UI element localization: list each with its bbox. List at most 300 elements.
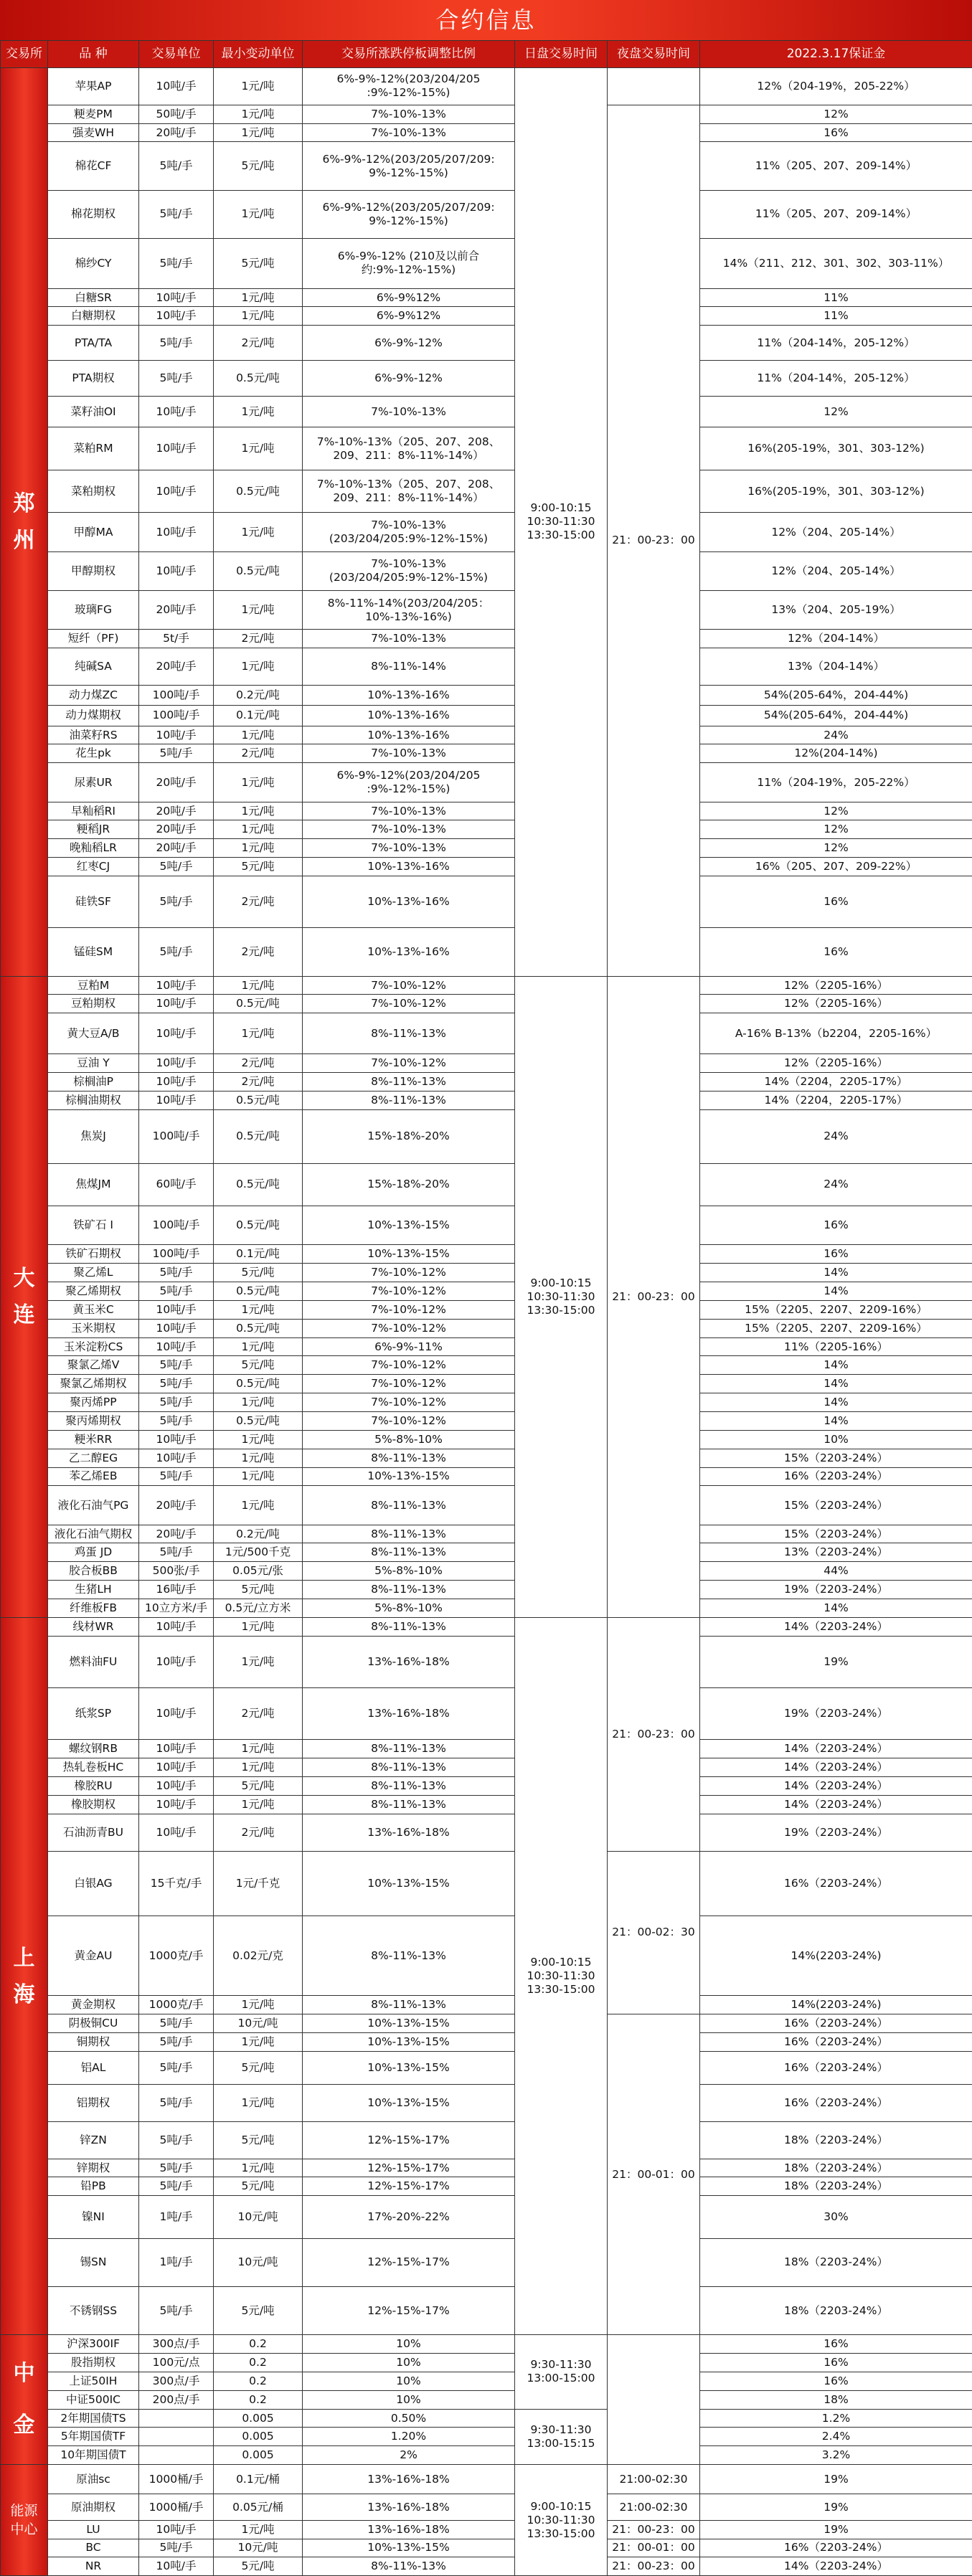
tick-size-cell: 1元/吨: [214, 839, 303, 858]
table-row: [1, 1411, 972, 1430]
trading-unit-cell: 10吨/手: [139, 1777, 214, 1796]
price-limit-cell: 10%-13%-16%: [303, 726, 515, 744]
exchange-header: 交易所: [1, 41, 48, 68]
variety-cell: 5年期国债TF: [48, 2428, 139, 2446]
tick-size-cell: 0.2: [214, 2372, 303, 2390]
margin-cell: 18%（2203-24%）: [700, 2177, 972, 2196]
margin-cell: 15%（2203-24%）: [700, 1486, 972, 1525]
table-row: [1, 1091, 972, 1109]
trading-unit-cell: 10吨/手: [139, 1688, 214, 1740]
price-limit-cell: 10%: [303, 2372, 515, 2390]
exchange-name: 大连: [1, 976, 48, 1617]
tick-size-cell: 5元/吨: [214, 1777, 303, 1796]
table-row: [1, 995, 972, 1013]
variety-cell: 液化石油气期权: [48, 1525, 139, 1543]
trading-unit-cell: 5吨/手: [139, 190, 214, 238]
table-row: [1, 706, 972, 726]
table-row: [1, 928, 972, 976]
tick-size-cell: 10元/吨: [214, 2014, 303, 2033]
variety-cell: 豆粕M: [48, 976, 139, 995]
price-limit-cell: 8%-11%-13%: [303, 1740, 515, 1758]
margin-cell: 11%: [700, 288, 972, 307]
margin-cell: 14%（2204，2205-17%）: [700, 1091, 972, 1109]
margin-cell: 14%（2203-24%）: [700, 1617, 972, 1636]
tick-size-cell: 0.1元/桶: [214, 2465, 303, 2494]
tick-size-cell: 2元/吨: [214, 1072, 303, 1091]
trading-unit-cell: 20吨/手: [139, 839, 214, 858]
tick-size-cell: 0.5元/吨: [214, 1375, 303, 1393]
trading-unit-cell: 1000桶/手: [139, 2465, 214, 2494]
table-row: [1, 1777, 972, 1796]
variety-cell: 胶合板BB: [48, 1562, 139, 1581]
margin-cell: 24%: [700, 1109, 972, 1163]
trading-unit-cell: 5吨/手: [139, 238, 214, 288]
price-limit-cell: 12%-15%-17%: [303, 2121, 515, 2159]
page-title-banner: [0, 0, 972, 40]
trading-unit-cell: 100吨/手: [139, 1206, 214, 1245]
day-session-cell: 9:30-11:30 13:00-15:15: [515, 2409, 608, 2465]
price-limit-cell: 10%-13%-15%: [303, 1206, 515, 1245]
day-session-cell: 9:00-10:15 10:30-11:30 13:30-15:00: [515, 1617, 608, 2334]
margin-cell: 16%: [700, 928, 972, 976]
tick-size-cell: 0.2: [214, 2390, 303, 2409]
price-limit-cell: 6%-9%-12%(203/204/205 :9%-12%-15%): [303, 68, 515, 105]
trading-unit-cell: 10吨/手: [139, 1758, 214, 1777]
night-session-cell: 21：00-02：30: [608, 1851, 700, 2014]
price-limit-cell: 7%-10%-13%: [303, 396, 515, 427]
margin-cell: 14%: [700, 1375, 972, 1393]
price-limit-cell: 8%-11%-13%: [303, 1777, 515, 1796]
variety-cell: 液化石油气PG: [48, 1486, 139, 1525]
price-limit-cell: 6%-9%-12%(203/205/207/209: 9%-12%-15%): [303, 190, 515, 238]
tick-size-cell: 0.5元/立方米: [214, 1599, 303, 1618]
night-session-cell: 21:00-02:30: [608, 2494, 700, 2520]
price-limit-cell: 10%-13%-15%: [303, 2032, 515, 2051]
table-row: [1, 2446, 972, 2465]
table-row: [1, 839, 972, 858]
tick-size-cell: 5元/吨: [214, 1356, 303, 1375]
trading-unit-cell: 5吨/手: [139, 1375, 214, 1393]
trading-unit-cell: 20吨/手: [139, 763, 214, 802]
margin-cell: 10%: [700, 1430, 972, 1449]
table-row: [1, 590, 972, 629]
price-limit-cell: 7%-10%-13% (203/204/205:9%-12%-15%): [303, 551, 515, 590]
margin-cell: 11%（205、207、209-14%）: [700, 142, 972, 190]
margin-cell: 14%(2203-24%): [700, 1996, 972, 2014]
day-session-cell: 9:00-10:15 10:30-11:30 13:30-15:00: [515, 68, 608, 977]
trading-unit-cell: 5吨/手: [139, 1393, 214, 1412]
table-row: [1, 1581, 972, 1599]
table-row: [1, 876, 972, 927]
variety-cell: 棉花CF: [48, 142, 139, 190]
variety-cell: 焦炭J: [48, 1109, 139, 1163]
price-limit-cell: 10%-13%-16%: [303, 928, 515, 976]
variety-cell: 黄大豆A/B: [48, 1013, 139, 1054]
table-row: [1, 2372, 972, 2390]
trading-unit-cell: 10吨/手: [139, 307, 214, 326]
variety-cell: 10年期国债T: [48, 2446, 139, 2465]
trading-unit-cell: 50吨/手: [139, 105, 214, 123]
table-row: [1, 1467, 972, 1486]
table-row: [1, 1013, 972, 1054]
table-row: [1, 2465, 972, 2494]
margin-cell: 14%: [700, 1411, 972, 1430]
trading-unit-cell: 1000桶/手: [139, 2494, 214, 2520]
margin-cell: 14%: [700, 1356, 972, 1375]
table-row: [1, 1562, 972, 1581]
tick-size-cell: 0.005: [214, 2446, 303, 2465]
table-row: [1, 1393, 972, 1412]
variety-cell: 纤维板FB: [48, 1599, 139, 1618]
variety-cell: 锡SN: [48, 2238, 139, 2286]
tick-size-cell: 5元/吨: [214, 142, 303, 190]
trading-unit-cell: 5吨/手: [139, 928, 214, 976]
variety-header: 品 种: [48, 41, 139, 68]
variety-cell: LU: [48, 2520, 139, 2539]
price-limit-cell: 8%-11%-13%: [303, 1525, 515, 1543]
price-limit-cell: 7%-10%-13%（205、207、208、209、211：8%-11%-14%）: [303, 427, 515, 470]
price-limit-cell: 7%-10%-13%: [303, 802, 515, 820]
trading-unit-cell: 10吨/手: [139, 1337, 214, 1356]
price-limit-cell: 8%-11%-13%: [303, 1581, 515, 1599]
night-session-header: 夜盘交易时间: [608, 41, 700, 68]
variety-cell: 鸡蛋 JD: [48, 1543, 139, 1562]
margin-cell: 18%: [700, 2390, 972, 2409]
tick-size-cell: 5元/吨: [214, 238, 303, 288]
table-row: [1, 1636, 972, 1687]
margin-cell: 16%（2203-24%）: [700, 2085, 972, 2122]
price-limit-cell: 12%-15%-17%: [303, 2159, 515, 2177]
margin-cell: A-16% B-13%（b2204，2205-16%）: [700, 1013, 972, 1054]
price-limit-cell: 7%-10%-12%: [303, 995, 515, 1013]
table-row: [1, 1814, 972, 1851]
price-limit-cell: 10%-13%-15%: [303, 1245, 515, 1264]
trading-unit-cell: 16吨/手: [139, 1581, 214, 1599]
variety-cell: 动力煤期权: [48, 706, 139, 726]
variety-cell: BC: [48, 2539, 139, 2557]
tick-size-cell: 0.5元/吨: [214, 1282, 303, 1301]
table-header-row: [1, 41, 972, 68]
variety-cell: 股指期权: [48, 2354, 139, 2372]
variety-cell: 豆粕期权: [48, 995, 139, 1013]
variety-cell: 纸浆SP: [48, 1688, 139, 1740]
trading-unit-cell: 20吨/手: [139, 802, 214, 820]
trading-unit-cell: 5吨/手: [139, 1543, 214, 1562]
tick-size-cell: 1元/吨: [214, 1617, 303, 1636]
tick-size-cell: 0.5元/吨: [214, 1109, 303, 1163]
table-row: [1, 1851, 972, 1916]
trading-unit-cell: 500张/手: [139, 1562, 214, 1581]
margin-cell: 18%（2203-24%）: [700, 2121, 972, 2159]
table-row: [1, 1300, 972, 1319]
variety-cell: 花生pk: [48, 744, 139, 763]
tick-size-cell: 0.005: [214, 2409, 303, 2428]
price-limit-cell: 7%-10%-12%: [303, 1319, 515, 1337]
trading-unit-cell: 10立方米/手: [139, 1599, 214, 1618]
margin-cell: 11%（204-19%，205-22%）: [700, 763, 972, 802]
night-session-cell: 21:00-02:30: [608, 2465, 700, 2494]
tick-size-cell: 2元/吨: [214, 326, 303, 361]
table-row: [1, 2557, 972, 2576]
table-row: [1, 648, 972, 686]
price-limit-cell: 10%-13%-15%: [303, 2539, 515, 2557]
day-session-cell: 9:00-10:15 10:30-11:30 13:30-15:00: [515, 2465, 608, 2576]
table-row: [1, 1543, 972, 1562]
tick-size-cell: 1元/吨: [214, 1467, 303, 1486]
tick-size-cell: 0.5元/吨: [214, 470, 303, 512]
variety-cell: 乙二醇EG: [48, 1449, 139, 1467]
tick-size-cell: 1元/吨: [214, 427, 303, 470]
tick-size-cell: 2元/吨: [214, 744, 303, 763]
table-row: [1, 2014, 972, 2033]
variety-cell: 热轧卷板HC: [48, 1758, 139, 1777]
tick-size-cell: 2元/吨: [214, 1814, 303, 1851]
trading-unit-header: 交易单位: [139, 41, 214, 68]
table-row: [1, 802, 972, 820]
night-session-cell: 21：00-23：00: [608, 2520, 700, 2539]
table-row: [1, 820, 972, 839]
tick-size-cell: 5元/吨: [214, 2177, 303, 2196]
variety-cell: 白糖期权: [48, 307, 139, 326]
tick-size-cell: 1元/吨: [214, 2032, 303, 2051]
trading-unit-cell: 10吨/手: [139, 470, 214, 512]
price-limit-cell: 17%-20%-22%: [303, 2196, 515, 2238]
trading-unit-cell: 5吨/手: [139, 2051, 214, 2085]
margin-cell: 15%（2205、2207、2209-16%）: [700, 1319, 972, 1337]
margin-cell: 16%（2203-24%）: [700, 2014, 972, 2033]
trading-unit-cell: 5吨/手: [139, 2014, 214, 2033]
trading-unit-cell: 5吨/手: [139, 2159, 214, 2177]
tick-size-cell: 0.2: [214, 2354, 303, 2372]
table-row: [1, 470, 972, 512]
price-limit-cell: 7%-10%-13%: [303, 839, 515, 858]
table-row: [1, 1264, 972, 1282]
tick-size-cell: 0.005: [214, 2428, 303, 2446]
table-row: [1, 858, 972, 876]
tick-size-cell: 0.5元/吨: [214, 1411, 303, 1430]
price-limit-cell: 6%-9%12%: [303, 307, 515, 326]
trading-unit-cell: 5吨/手: [139, 326, 214, 361]
variety-cell: 锌ZN: [48, 2121, 139, 2159]
price-limit-cell: 13%-16%-18%: [303, 1688, 515, 1740]
trading-unit-cell: 5吨/手: [139, 2177, 214, 2196]
table-row: [1, 2159, 972, 2177]
price-limit-cell: 8%-11%-13%: [303, 1996, 515, 2014]
trading-unit-cell: 10吨/手: [139, 995, 214, 1013]
price-limit-cell: 8%-11%-13%: [303, 1091, 515, 1109]
margin-cell: 16%: [700, 1245, 972, 1264]
table-row: [1, 976, 972, 995]
table-row: [1, 142, 972, 190]
price-limit-cell: 10%-13%-15%: [303, 1851, 515, 1916]
variety-cell: 苹果AP: [48, 68, 139, 105]
table-row: [1, 1109, 972, 1163]
table-row: [1, 744, 972, 763]
margin-cell: 14%: [700, 1264, 972, 1282]
margin-cell: 12%: [700, 105, 972, 123]
margin-cell: 16%(205-19%，301、303-12%): [700, 427, 972, 470]
margin-cell: 12%: [700, 820, 972, 839]
night-session-cell: 21：00-01：00: [608, 2014, 700, 2335]
tick-size-cell: 0.02元/克: [214, 1916, 303, 1996]
margin-cell: 16%: [700, 2335, 972, 2354]
margin-cell: 14%(2203-24%): [700, 1916, 972, 1996]
variety-cell: 甲醇MA: [48, 513, 139, 551]
table-row: [1, 2409, 972, 2428]
exchange-name: 上海: [1, 1617, 48, 2334]
trading-unit-cell: 10吨/手: [139, 1617, 214, 1636]
night-session-cell: 21：00-23：00: [608, 105, 700, 976]
trading-unit-cell: 5吨/手: [139, 2539, 214, 2557]
tick-size-cell: 1元/吨: [214, 1636, 303, 1687]
price-limit-cell: 7%-10%-12%: [303, 1411, 515, 1430]
margin-cell: 11%（2205-16%）: [700, 1337, 972, 1356]
trading-unit-cell: 20吨/手: [139, 648, 214, 686]
price-limit-cell: 8%-11%-13%: [303, 1916, 515, 1996]
tick-size-cell: 0.2元/吨: [214, 1525, 303, 1543]
variety-cell: 2年期国债TS: [48, 2409, 139, 2428]
trading-unit-cell: 5吨/手: [139, 361, 214, 396]
margin-cell: 19%: [700, 2520, 972, 2539]
margin-cell: 24%: [700, 1163, 972, 1206]
table-row: [1, 685, 972, 705]
tick-size-cell: 1元/吨: [214, 1758, 303, 1777]
exchange-name: 能源 中心: [1, 2465, 48, 2576]
margin-cell: 14%（2204，2205-17%）: [700, 1072, 972, 1091]
variety-cell: 石油沥青BU: [48, 1814, 139, 1851]
price-limit-cell: 13%-16%-18%: [303, 2520, 515, 2539]
trading-unit-cell: 10吨/手: [139, 1430, 214, 1449]
trading-unit-cell: 5吨/手: [139, 2121, 214, 2159]
table-row: [1, 1163, 972, 1206]
trading-unit-cell: 10吨/手: [139, 1300, 214, 1319]
price-limit-cell: 10%-13%-15%: [303, 2014, 515, 2033]
price-limit-cell: 7%-10%-12%: [303, 976, 515, 995]
variety-cell: 动力煤ZC: [48, 685, 139, 705]
variety-cell: 棕榈油期权: [48, 1091, 139, 1109]
price-limit-cell: 8%-11%-13%: [303, 1486, 515, 1525]
margin-cell: 54%(205-64%，204-44%): [700, 685, 972, 705]
tick-size-cell: 10元/吨: [214, 2196, 303, 2238]
price-limit-cell: 7%-10%-12%: [303, 1264, 515, 1282]
margin-cell: 12%（204-19%，205-22%）: [700, 68, 972, 105]
tick-size-cell: 1元/千克: [214, 1851, 303, 1916]
trading-unit-cell: [139, 2446, 214, 2465]
margin-cell: 14%（2203-24%）: [700, 2557, 972, 2576]
margin-cell: 2.4%: [700, 2428, 972, 2446]
variety-cell: 早籼稻RI: [48, 802, 139, 820]
variety-cell: 中证500IC: [48, 2390, 139, 2409]
price-limit-cell: 7%-10%-12%: [303, 1356, 515, 1375]
tick-size-cell: 1元/吨: [214, 1486, 303, 1525]
variety-cell: 聚丙烯期权: [48, 1411, 139, 1430]
price-limit-cell: 8%-11%-13%: [303, 2557, 515, 2576]
trading-unit-cell: 5吨/手: [139, 2286, 214, 2334]
table-row: [1, 105, 972, 123]
tick-size-cell: 1元/吨: [214, 396, 303, 427]
price-limit-cell: 6%-9%12%: [303, 288, 515, 307]
tick-size-cell: 0.2元/吨: [214, 685, 303, 705]
variety-cell: 苯乙烯EB: [48, 1467, 139, 1486]
table-row: [1, 2051, 972, 2085]
table-row: [1, 551, 972, 590]
price-limit-cell: 8%-11%-14%(203/204/205：10%-13%-16%): [303, 590, 515, 629]
table-row: [1, 1758, 972, 1777]
trading-unit-cell: 200点/手: [139, 2390, 214, 2409]
trading-unit-cell: 1000克/手: [139, 1916, 214, 1996]
variety-cell: 粳米RR: [48, 1430, 139, 1449]
night-session-cell: [608, 68, 700, 105]
night-session-cell: 21：00-23：00: [608, 976, 700, 1617]
variety-cell: 生猪LH: [48, 1581, 139, 1599]
variety-cell: 白糖SR: [48, 288, 139, 307]
price-limit-cell: 6%-9%-12%(203/204/205 :9%-12%-15%): [303, 763, 515, 802]
variety-cell: 铝AL: [48, 2051, 139, 2085]
variety-cell: 聚氯乙烯期权: [48, 1375, 139, 1393]
variety-cell: 棕榈油P: [48, 1072, 139, 1091]
price-limit-cell: 13%-16%-18%: [303, 1814, 515, 1851]
margin-cell: 16%（2203-24%）: [700, 1851, 972, 1916]
trading-unit-cell: 10吨/手: [139, 2520, 214, 2539]
margin-cell: 1.2%: [700, 2409, 972, 2428]
variety-cell: PTA期权: [48, 361, 139, 396]
trading-unit-cell: 5t/手: [139, 630, 214, 648]
variety-cell: 橡胶RU: [48, 1777, 139, 1796]
margin-cell: 12%: [700, 396, 972, 427]
price-limit-cell: 0.50%: [303, 2409, 515, 2428]
table-row: [1, 68, 972, 105]
price-limit-cell: 2%: [303, 2446, 515, 2465]
margin-cell: 18%（2203-24%）: [700, 2286, 972, 2334]
tick-size-cell: 0.5元/吨: [214, 1206, 303, 1245]
margin-cell: 14%（211、212、301、302、303-11%）: [700, 238, 972, 288]
tick-size-header: 最小变动单位: [214, 41, 303, 68]
trading-unit-cell: 10吨/手: [139, 551, 214, 590]
variety-cell: 铁矿石 I: [48, 1206, 139, 1245]
trading-unit-cell: 5吨/手: [139, 2032, 214, 2051]
margin-cell: 19%: [700, 2494, 972, 2520]
table-row: [1, 2520, 972, 2539]
tick-size-cell: 0.05元/张: [214, 1562, 303, 1581]
price-limit-cell: 5%-8%-10%: [303, 1562, 515, 1581]
table-row: [1, 1449, 972, 1467]
tick-size-cell: 2元/吨: [214, 876, 303, 927]
trading-unit-cell: 1吨/手: [139, 2196, 214, 2238]
variety-cell: 菜籽油OI: [48, 396, 139, 427]
margin-cell: 18%（2203-24%）: [700, 2238, 972, 2286]
variety-cell: 白银AG: [48, 1851, 139, 1916]
price-limit-cell: 12%-15%-17%: [303, 2177, 515, 2196]
tick-size-cell: 0.5元/吨: [214, 1319, 303, 1337]
variety-cell: 强麦WH: [48, 123, 139, 142]
variety-cell: 粳稻JR: [48, 820, 139, 839]
tick-size-cell: 1元/吨: [214, 648, 303, 686]
tick-size-cell: 0.5元/吨: [214, 995, 303, 1013]
margin-cell: 54%(205-64%，204-44%): [700, 706, 972, 726]
price-limit-cell: 15%-18%-20%: [303, 1163, 515, 1206]
price-limit-cell: 10%-13%-16%: [303, 858, 515, 876]
price-limit-cell: 8%-11%-13%: [303, 1617, 515, 1636]
table-row: [1, 123, 972, 142]
page-title: 合约信息: [435, 6, 537, 34]
price-limit-cell: 7%-10%-13%（205、207、208、209、211：8%-11%-14%）: [303, 470, 515, 512]
trading-unit-cell: 5吨/手: [139, 858, 214, 876]
tick-size-cell: 5元/吨: [214, 2286, 303, 2334]
tick-size-cell: 5元/吨: [214, 2051, 303, 2085]
price-limit-cell: 1.20%: [303, 2428, 515, 2446]
variety-cell: PTA/TA: [48, 326, 139, 361]
margin-cell: 16%: [700, 123, 972, 142]
